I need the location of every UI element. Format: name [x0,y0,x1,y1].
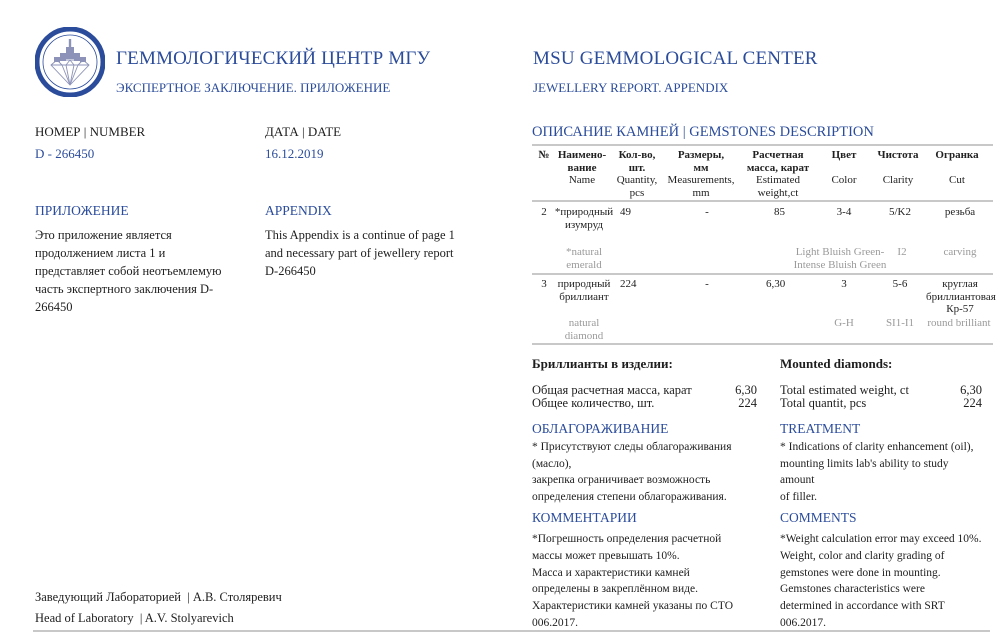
name-en-line: diamond [564,329,604,342]
col-header-name [554,149,610,187]
signature-ru: Заведующий Лабораторией | А.В. Столяревич [35,590,282,604]
summary-value: 224 [738,396,757,410]
col-header-quantity [612,149,662,199]
col-header-en: Estimated [756,174,800,186]
treatment-line: * Indications of clarity enhancement (oil), [780,441,974,453]
comments-text-en [780,531,982,632]
comments-line: *Weight calculation error may exceed 10%. [780,533,982,545]
name-ru-line: изумруд [564,218,604,231]
row-color-en [790,246,890,271]
signature-en: Head of Laboratory | A.V. Stolyarevich [35,611,234,625]
row-color-en: G-H [834,317,854,329]
summary-value: 224 [963,396,982,410]
appendix-line: представляет собой неотъемлемую [35,264,222,278]
row-name-ru [554,278,614,303]
row-weight: 6,30 [766,278,786,290]
col-header-ru: Размеры, [677,149,725,161]
comments-line: 006.2017. [532,616,578,629]
col-header-en: weight,ct [757,186,799,199]
row-no: 3 [541,278,547,290]
col-header-ru: Кол-во, [618,149,656,161]
row-clarity-en: SI1-I1 [885,317,915,329]
treatment-title-en: TREATMENT [780,421,861,436]
color-en-line: Light Bluish Green- [795,246,885,258]
treatment-text-en [780,439,974,505]
footer-divider [33,630,990,632]
col-header-en: Color [831,174,857,186]
gemstones-title: ОПИСАНИЕ КАМНЕЙ | GEMSTONES DESCRIPTION [532,124,874,140]
appendix-line: Это приложение является [35,228,172,242]
appendix-line: продолжением листа 1 и [35,246,166,260]
row-cut-en: round brilliant [927,317,991,329]
summary-label: Общее количество, шт. [532,396,655,410]
comments-line: Weight, color and clarity grading of [780,549,945,562]
name-en-line: *natural [565,246,603,258]
col-header-en: Name [568,174,596,186]
col-header-ru: Огранка [935,149,979,161]
summary-title-ru: Бриллианты в изделии: [532,356,673,371]
table-row-divider [532,343,993,345]
appendix-line: D-266450 [265,264,316,278]
report-subtitle-en: JEWELLERY REPORT. APPENDIX [533,80,729,95]
comments-title-ru: КОММЕНТАРИИ [532,510,637,525]
col-header-weight [740,149,816,199]
comments-line: определены в закреплённом виде. [532,583,698,596]
name-en-line: natural [568,317,600,329]
row-clarity-ru: 5/K2 [889,206,911,218]
cut-ru-line: Кр-57 [946,303,974,315]
col-header-no: № [538,149,550,161]
col-header-ru: масса, карат [746,161,810,174]
appendix-line: часть экспертного заключения D- [35,282,214,296]
comments-line: Gemstones characteristics were [780,583,925,596]
center-title-ru: ГЕММОЛОГИЧЕСКИЙ ЦЕНТР МГУ [116,48,431,69]
summary-value: 6,30 [735,383,757,397]
col-header-ru: Наимено- [557,149,607,161]
comments-line: Характеристики камней указаны по СТО [532,600,734,613]
col-header-en: Quantity, [616,174,658,186]
table-header-divider [532,200,993,202]
summary-ru [532,384,757,410]
row-cut-ru [926,278,994,316]
name-ru-line: бриллиант [559,290,609,303]
name-ru-line: природный [557,278,611,290]
row-measurements: - [705,206,709,218]
comments-text-ru [532,531,733,632]
summary-title-en: Mounted diamonds: [780,356,893,371]
summary-label: Общая расчетная масса, карат [532,383,692,397]
row-quantity: 49 [620,206,631,218]
color-en-line: Intense Bluish Green [793,258,887,271]
summary-row [532,397,757,410]
col-header-clarity [870,149,926,187]
col-header-ru: вание [567,161,597,174]
name-en-line: emerald [566,258,602,271]
col-header-en: mm [692,186,710,199]
row-clarity-ru: 5-6 [892,278,908,290]
cut-ru-line: круглая [942,278,978,290]
comments-line: массы может превышать 10%. [532,549,680,562]
col-header-en: Cut [949,174,965,186]
row-quantity: 224 [620,278,637,290]
col-header-ru: мм [693,161,709,174]
treatment-text-ru [532,439,731,505]
row-name-en [554,246,614,271]
col-header-color [822,149,866,187]
appendix-line: This Appendix is a continue of page 1 [265,228,455,242]
appendix-text-ru [35,226,221,316]
msu-seal-logo-icon [35,27,105,97]
appendix-title-ru: ПРИЛОЖЕНИЕ [35,203,129,218]
treatment-line: определения степени облагораживания. [532,490,727,503]
cut-ru-line: бриллиантовая [926,290,996,303]
comments-title-en: COMMENTS [780,510,857,525]
col-header-en: Clarity [882,174,914,186]
comments-line: determined in accordance with SRT [780,600,945,613]
summary-value: 6,30 [960,383,982,397]
row-name-ru [554,206,614,231]
comments-line: gemstones were done in mounting. [780,566,941,579]
col-header-measurements [663,149,739,199]
row-cut-ru: резьба [944,206,976,218]
summary-row [780,397,982,410]
summary-label: Total quantit, pcs [780,396,867,410]
row-weight: 85 [774,206,785,218]
col-header-ru: Чистота [877,149,919,161]
name-ru-line: *природный [554,206,614,218]
col-header-en: Measurements, [667,174,735,186]
treatment-line: (масло), [532,457,572,470]
center-title-en: MSU GEMMOLOGICAL CENTER [533,48,818,69]
summary-label: Total estimated weight, ct [780,383,909,397]
row-cut-en: carving [943,246,977,258]
appendix-text-en [265,226,455,280]
row-name-en [554,317,614,342]
row-color-ru: 3 [841,278,847,290]
treatment-line: * Присутствуют следы облагораживания [532,441,732,453]
col-header-cut [930,149,984,187]
divider [532,144,993,146]
appendix-line: and necessary part of jewellery report [265,246,454,260]
col-header-en: pcs [629,186,645,199]
summary-en [780,384,982,410]
report-subtitle-ru: ЭКСПЕРТНОЕ ЗАКЛЮЧЕНИЕ. ПРИЛОЖЕНИЕ [116,80,391,95]
treatment-title-ru: ОБЛАГОРАЖИВАНИЕ [532,421,669,436]
col-header-ru: шт. [628,161,646,174]
treatment-line: закрепка ограничивает возможность [532,474,711,486]
number-label: НОМЕР | NUMBER [35,124,146,139]
comments-line: *Погрешность определения расчетной [532,533,722,545]
treatment-line: mounting limits lab's ability to study [780,457,949,470]
comments-line: Масса и характеристики камней [532,566,690,579]
row-clarity-en: I2 [897,246,907,258]
row-measurements: - [705,278,709,290]
row-color-ru: 3-4 [836,206,852,218]
report-number: D - 266450 [35,146,95,161]
treatment-line: amount [780,474,815,486]
appendix-title-en: APPENDIX [265,203,332,218]
date-label: ДАТА | DATE [265,124,342,139]
report-date: 16.12.2019 [265,146,324,161]
appendix-line: 266450 [35,300,73,314]
treatment-line: of filler. [780,490,818,503]
col-header-ru: Расчетная [752,149,804,161]
table-row-divider [532,273,993,275]
row-no: 2 [541,206,547,218]
comments-line: 006.2017. [780,616,826,629]
col-header-ru: Цвет [831,149,857,161]
